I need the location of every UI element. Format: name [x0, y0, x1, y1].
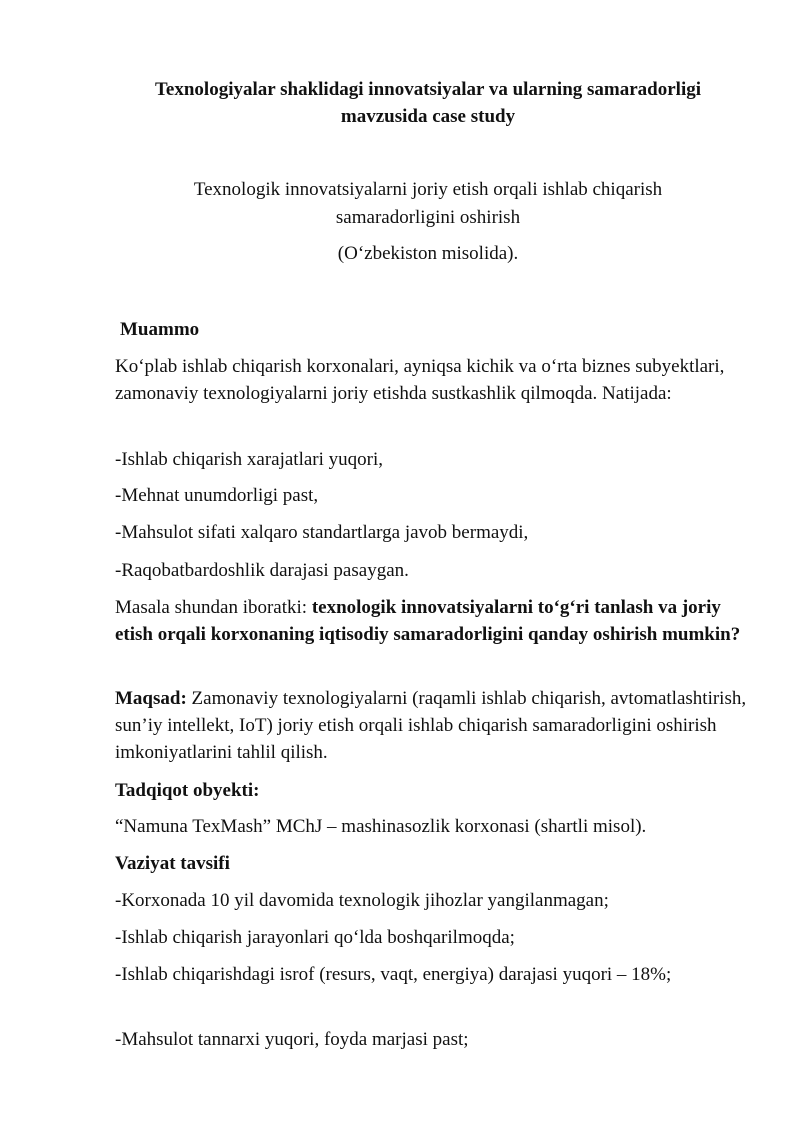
problem-item-3: -Mahsulot sifati xalqaro standartlarga javob bermaydi,: [115, 522, 529, 543]
title-line-1: Texnologiyalar shaklidagi innovatsiyalar va ularning samaradorligi: [155, 79, 701, 100]
title-line-2: mavzusida case study: [340, 106, 516, 127]
subtitle-line-2: samaradorligini oshirish: [335, 207, 521, 228]
situation-heading: Vaziyat tavsifi: [115, 853, 230, 874]
subtitle-line-1: Texnologik innovatsiyalarni joriy etish orqali ishlab chiqarish: [193, 179, 663, 200]
problem-intro: Ko‘plab ishlab chiqarish korxonalari, ayniqsa kichik va o‘rta biznes subyektlari, zamonaviy texnologiyalarni joriy etishda sustkashlik qilmoqda. Natijada:: [115, 356, 725, 404]
object-text: “Namuna TexMash” MChJ – mashinasozlik korxonasi (shartli misol).: [115, 816, 647, 837]
problem-item-4: -Raqobatbardoshlik darajasi pasaygan.: [115, 560, 409, 581]
goal-label: Maqsad:: [115, 688, 187, 709]
question-prefix: Masala shundan iboratki:: [115, 597, 312, 618]
object-heading: Tadqiqot obyekti:: [115, 780, 260, 801]
document-subtitle: [80, 176, 776, 232]
situation-item-3: -Ishlab chiqarishdagi isrof (resurs, vaqt, energiya) darajasi yuqori – 18%;: [115, 964, 672, 985]
goal-text: Zamonaviy texnologiyalarni (raqamli ishlab chiqarish, avtomatlashtirish, sun’iy intellekt, IoT) joriy etish orqali ishlab chiqarish samaradorligini oshirish imkoniyatlarini tahlil qilish.: [115, 688, 747, 763]
situation-item-1: -Korxonada 10 yil davomida texnologik jihozlar yangilanmagan;: [115, 890, 609, 911]
document-title: [80, 76, 776, 130]
problem-item-1: -Ishlab chiqarish xarajatlari yuqori,: [115, 449, 384, 470]
goal-paragraph: [115, 685, 755, 766]
problem-question: [115, 594, 755, 648]
question-bold: texnologik innovatsiyalarni to‘g‘ri tanlash va joriy etish orqali korxonaning iqtisodiy samaradorligini qanday oshirish mumkin?: [115, 597, 741, 645]
subtitle-line-3: (O‘zbekiston misolida).: [337, 243, 519, 264]
problem-heading: Muammo: [120, 319, 200, 340]
situation-item-2: -Ishlab chiqarish jarayonlari qo‘lda boshqarilmoqda;: [115, 927, 515, 948]
problem-item-2: -Mehnat unumdorligi past,: [115, 485, 319, 506]
situation-item-4: -Mahsulot tannarxi yuqori, foyda marjasi past;: [115, 1029, 469, 1050]
